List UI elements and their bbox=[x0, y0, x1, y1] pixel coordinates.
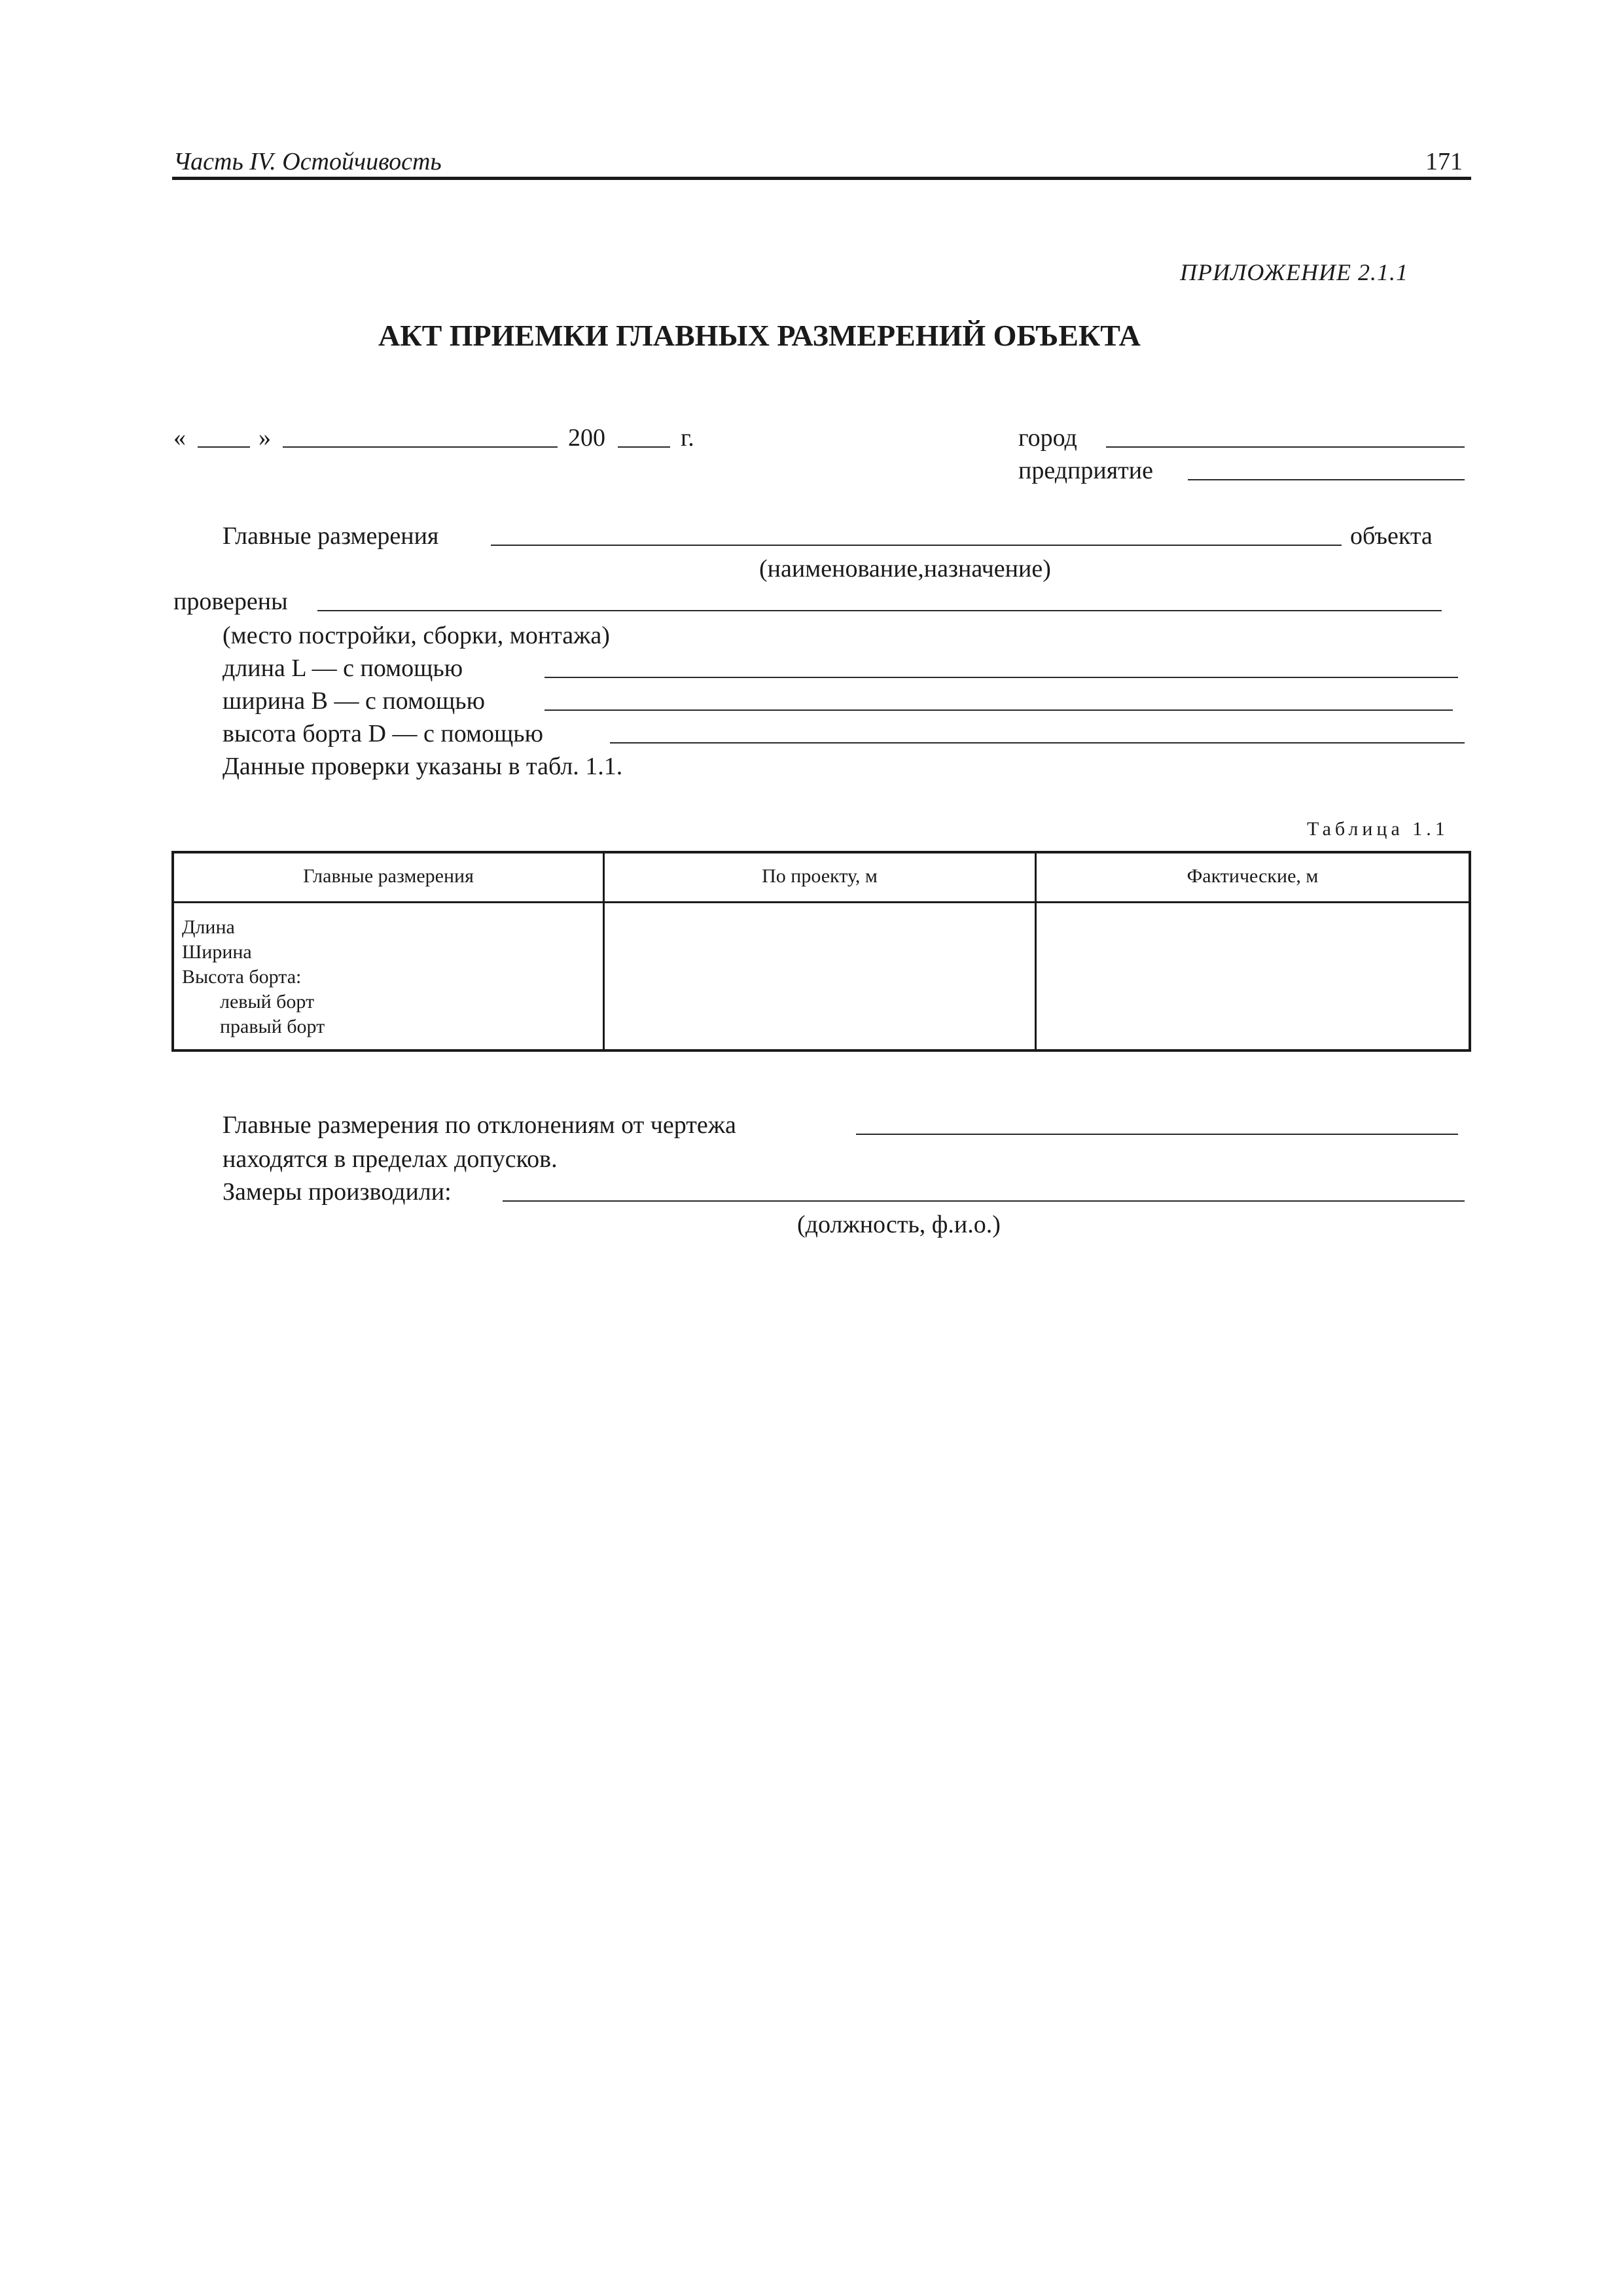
month-blank[interactable] bbox=[283, 446, 558, 448]
checked-label: проверены bbox=[173, 588, 288, 615]
page-number: 171 bbox=[1425, 148, 1463, 175]
running-header-title: Часть IV. Остойчивость bbox=[173, 148, 442, 175]
design-values-cell[interactable] bbox=[606, 903, 1031, 1049]
name-caption: (наименование,назначение) bbox=[759, 555, 1051, 583]
year-suffix: г. bbox=[681, 424, 694, 452]
city-label: город bbox=[1018, 424, 1077, 452]
table-caption: Таблица 1.1 bbox=[1307, 818, 1449, 840]
table-row-length: Длина bbox=[182, 916, 235, 938]
main-dims-label: Главные размерения bbox=[223, 522, 439, 550]
year-blank[interactable] bbox=[618, 446, 670, 448]
length-method-blank[interactable] bbox=[544, 677, 1458, 678]
table-row-starboard-side: правый борт bbox=[220, 1016, 325, 1037]
length-label: длина L — с помощью bbox=[223, 655, 463, 682]
table-row-port-side: левый борт bbox=[220, 991, 315, 1013]
object-name-blank[interactable] bbox=[491, 545, 1342, 546]
document-title: АКТ ПРИЕМКИ ГЛАВНЫХ РАЗМЕРЕНИЙ ОБЪЕКТА bbox=[378, 319, 1141, 352]
deviation-statement: Главные размерения по отклонениям от чертежа bbox=[223, 1111, 736, 1139]
table-row-depth: Высота борта: bbox=[182, 966, 302, 988]
position-caption: (должность, ф.и.о.) bbox=[797, 1211, 1001, 1238]
drawing-blank[interactable] bbox=[856, 1134, 1458, 1135]
table-row-width: Ширина bbox=[182, 941, 252, 963]
enterprise-label: предприятие bbox=[1018, 457, 1153, 484]
city-blank[interactable] bbox=[1106, 446, 1465, 448]
depth-label: высота борта D — с помощью bbox=[223, 720, 543, 747]
date-open-quote: « bbox=[173, 424, 186, 452]
dimensions-table bbox=[171, 851, 1471, 1052]
object-word: объекта bbox=[1350, 522, 1433, 550]
table-header-actual: Фактические, м bbox=[1186, 865, 1319, 887]
table-header-design: По проекту, м bbox=[762, 865, 878, 887]
data-note: Данные проверки указаны в табл. 1.1. bbox=[223, 753, 623, 780]
date-close-quote: » bbox=[259, 424, 271, 452]
measured-by-blank[interactable] bbox=[503, 1200, 1465, 1202]
tolerance-statement: находятся в пределах допусков. bbox=[223, 1145, 558, 1173]
appendix-label: ПРИЛОЖЕНИЕ 2.1.1 bbox=[1180, 259, 1408, 285]
year-prefix: 200 bbox=[568, 424, 605, 452]
depth-method-blank[interactable] bbox=[610, 742, 1465, 744]
header-rule bbox=[172, 177, 1471, 180]
measured-by-label: Замеры производили: bbox=[223, 1178, 452, 1206]
table-header-dimension: Главные размерения bbox=[303, 865, 474, 887]
location-blank[interactable] bbox=[317, 610, 1442, 611]
actual-values-cell[interactable] bbox=[1038, 903, 1467, 1049]
location-caption: (место постройки, сборки, монтажа) bbox=[223, 622, 610, 649]
width-method-blank[interactable] bbox=[544, 709, 1453, 711]
day-blank[interactable] bbox=[198, 446, 250, 448]
width-label: ширина B — с помощью bbox=[223, 687, 485, 715]
enterprise-blank[interactable] bbox=[1188, 479, 1465, 480]
